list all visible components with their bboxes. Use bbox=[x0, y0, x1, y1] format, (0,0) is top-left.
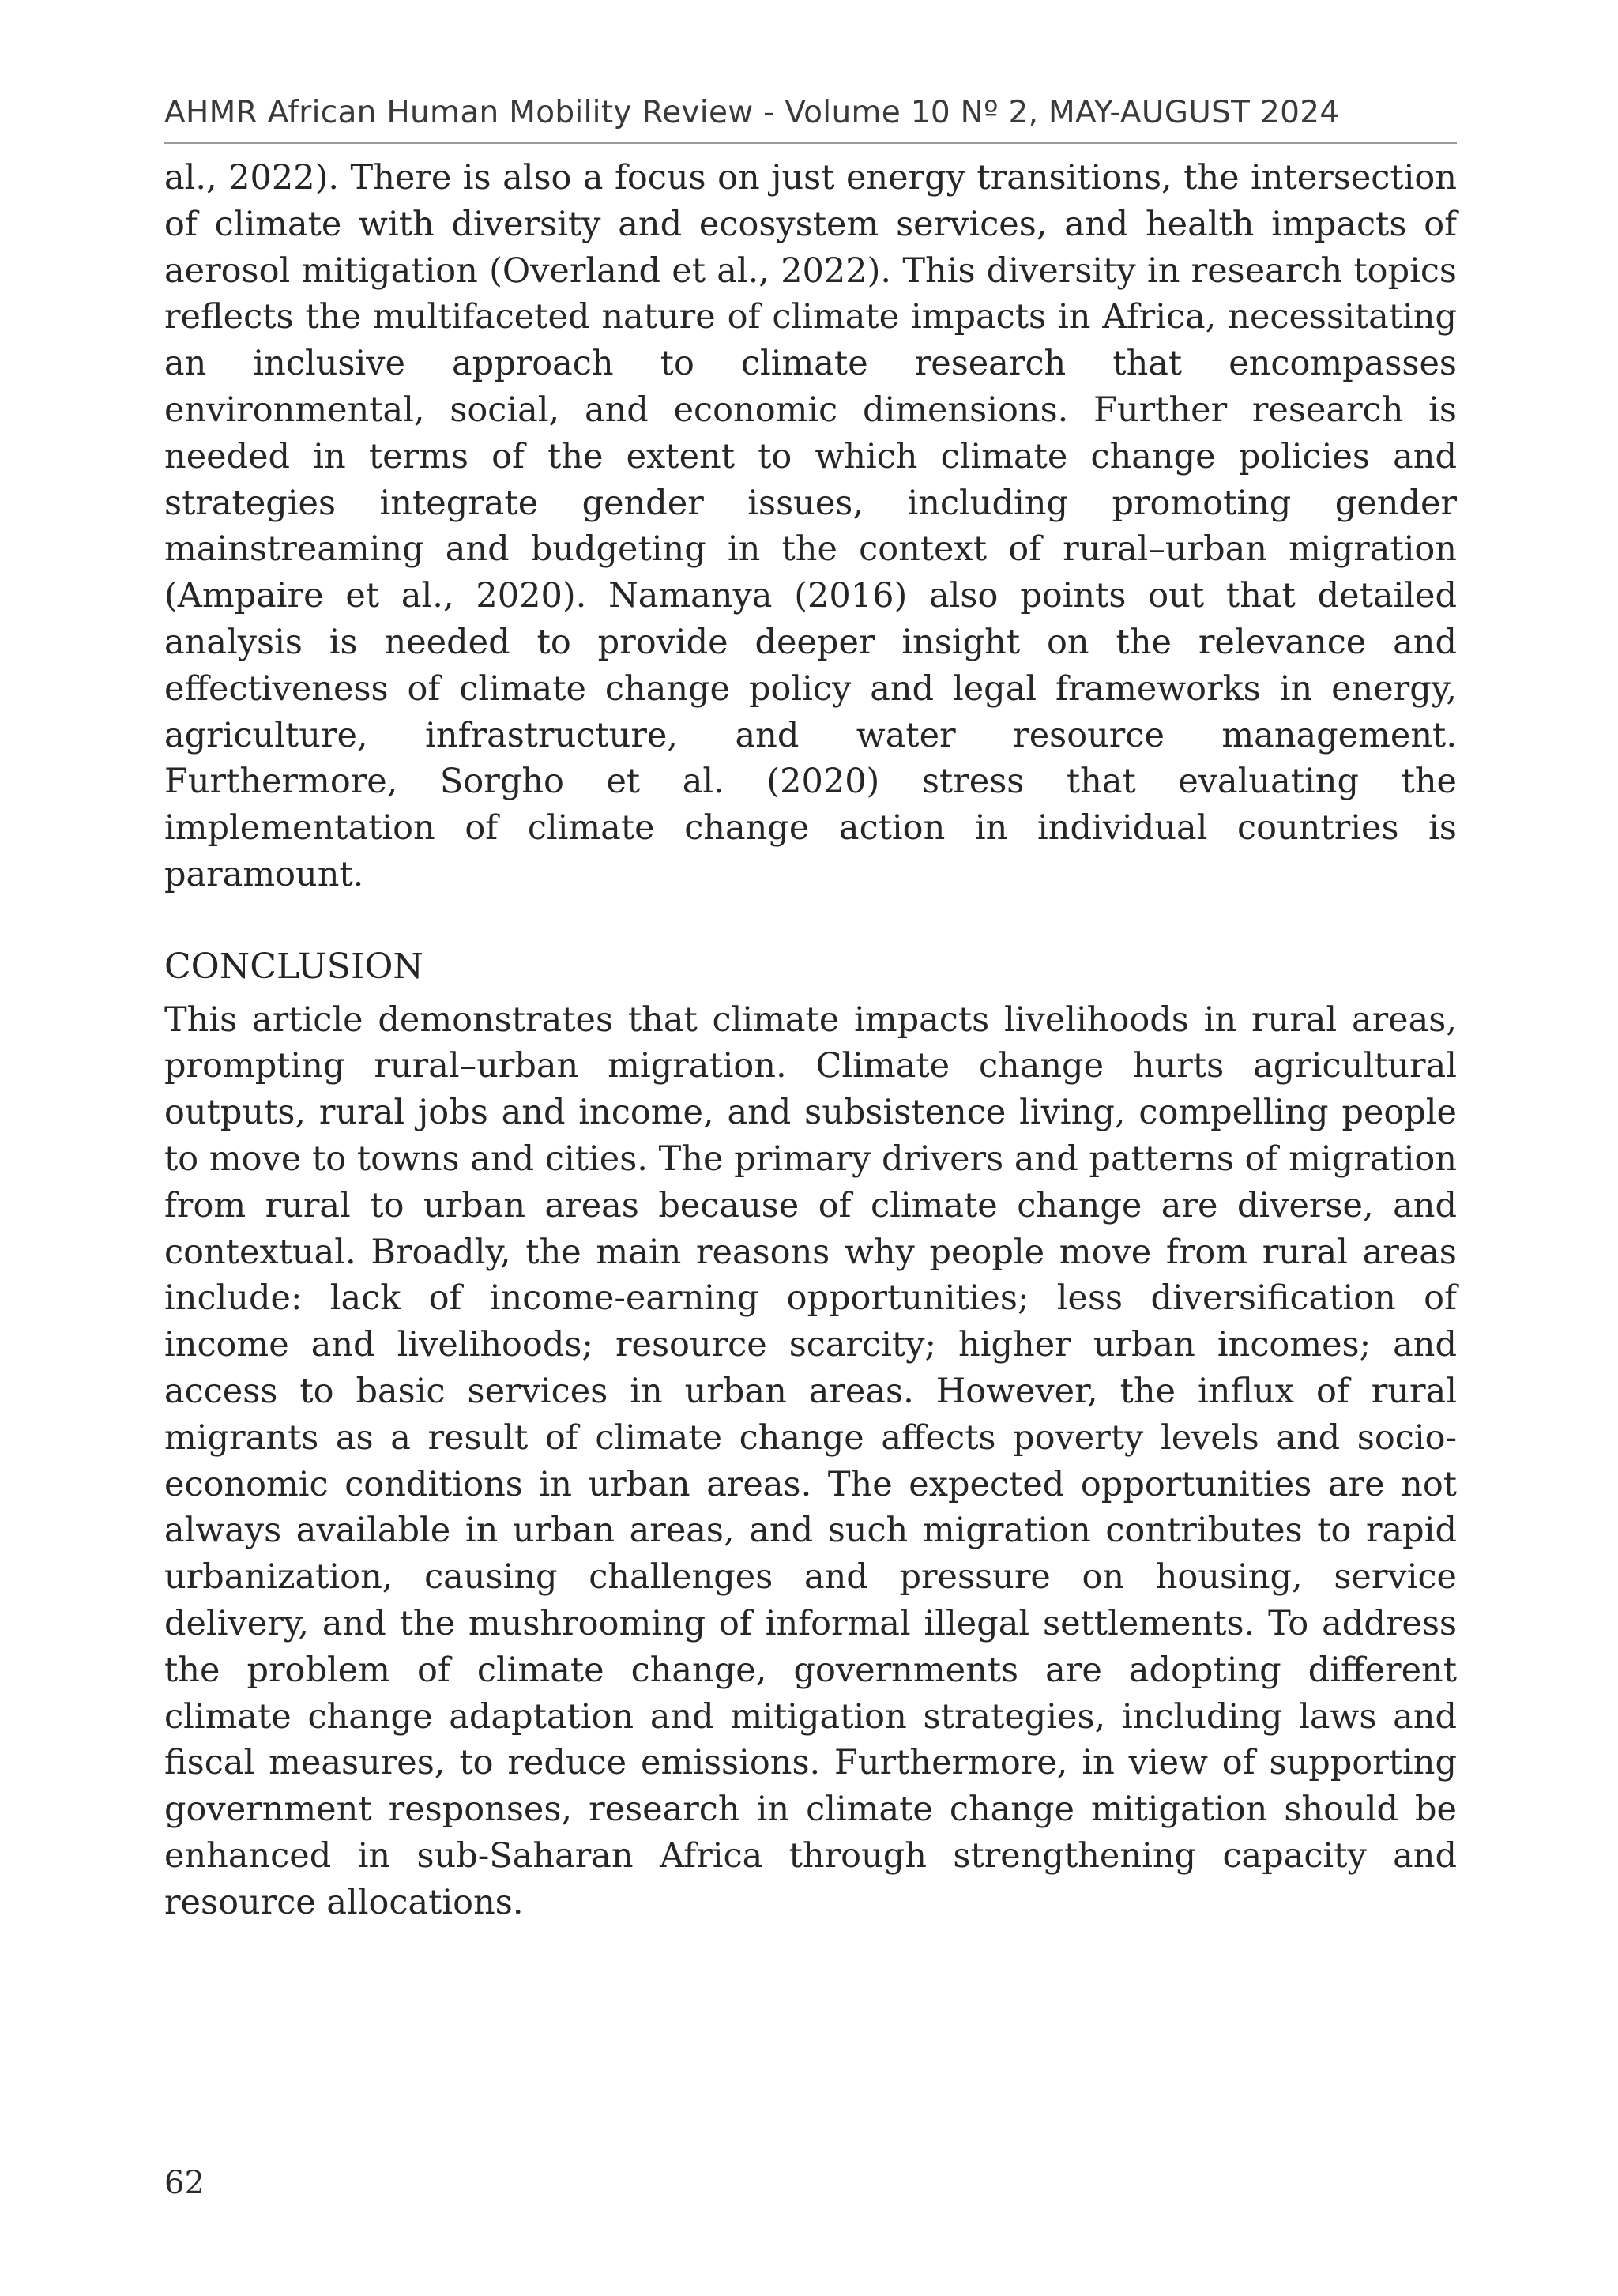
running-header: AHMR African Human Mobility Review - Volume 10 Nº 2, MAY-AUGUST 2024 bbox=[164, 95, 1340, 130]
article-body bbox=[164, 155, 1457, 1925]
page-number: 62 bbox=[164, 2165, 205, 2201]
conclusion-heading: CONCLUSION bbox=[164, 946, 423, 987]
body-paragraph-continued: al., 2022). There is also a focus on just energy transitions, the intersection of climate with diversity and ecosystem services, and health impacts of aerosol mitigation (Overland et al., 2022). This diversity in research topics reflects the multifaceted nature of climate impacts in Africa, necessitating an inclusive approach to climate research that encompasses environmental, social, and economic dimensions. Further research is needed in terms of the extent to which climate change policies and strategies integrate gender issues, including promoting gender mainstreaming and budgeting in the context of rural–urban migration (Ampaire et al., 2020). Namanya (2016) also points out that detailed analysis is needed to provide deeper insight on the relevance and effectiveness of climate change policy and legal frameworks in energy, agriculture, infrastructure, and water resource management. Furthermore, Sorgho et al. (2020) stress that evaluating the implementation of climate change action in individual countries is paramount. bbox=[164, 158, 1457, 894]
header-divider bbox=[164, 142, 1457, 144]
conclusion-paragraph: This article demonstrates that climate impacts livelihoods in rural areas, prompting rural–urban migration. Climate change hurts agricultural outputs, rural jobs and income, and subsistence living, compelling people to move to towns and cities. The primary drivers and patterns of migration from rural to urban areas because of climate change are diverse, and contextual. Broadly, the main reasons why people move from rural areas include: lack of income-earning opportunities; less diversification of income and livelihoods; resource scarcity; higher urban incomes; and access to basic services in urban areas. However, the influx of rural migrants as a result of climate change affects poverty levels and socio-economic conditions in urban areas. The expected opportunities are not always available in urban areas, and such migration contributes to rapid urbanization, causing challenges and pressure on housing, service delivery, and the mushrooming of informal illegal settlements. To address the problem of climate change, governments are adopting different climate change adaptation and mitigation strategies, including laws and fiscal measures, to reduce emissions. Furthermore, in view of supporting government responses, research in climate change mitigation should be enhanced in sub-Saharan Africa through strengthening capacity and resource allocations. bbox=[164, 999, 1457, 1922]
